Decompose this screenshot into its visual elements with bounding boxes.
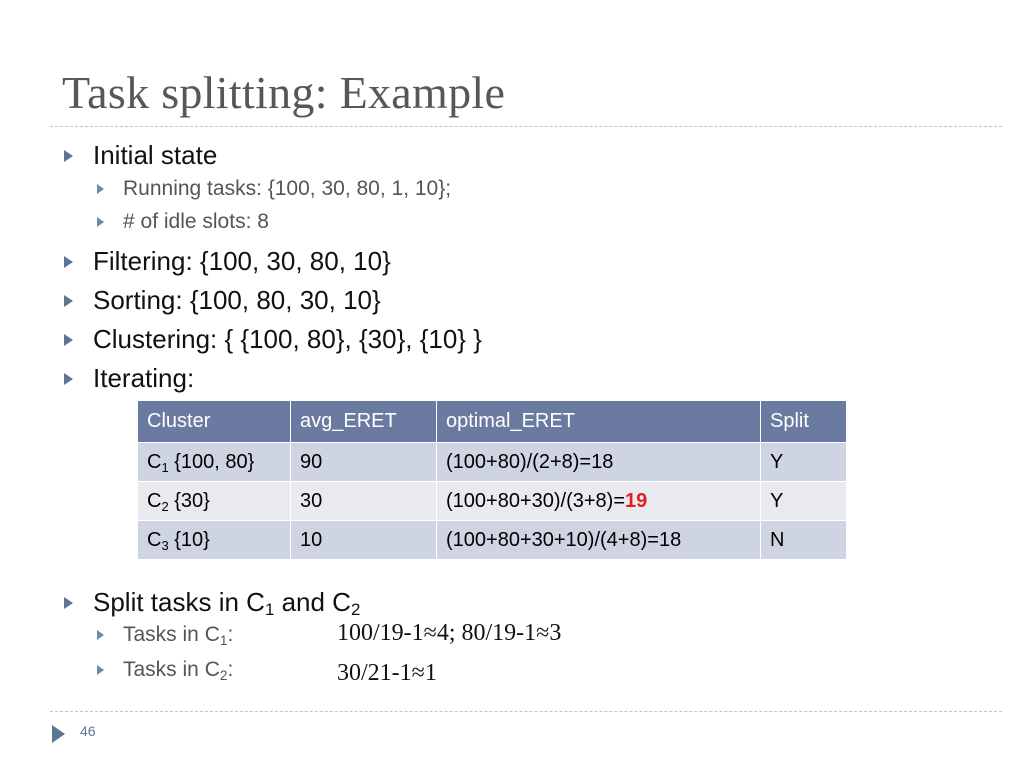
bullet-iterating	[64, 363, 194, 394]
bullet-text: Filtering: {100, 30, 80, 10}	[93, 246, 391, 276]
subbullet-text: # of idle slots: 8	[123, 210, 269, 233]
page-number: 46	[80, 723, 96, 739]
cell-optimal-eret: (100+80+30+10)/(4+8)=18	[437, 521, 761, 560]
bullet-arrow-icon	[64, 295, 73, 307]
cell-optimal-eret: (100+80)/(2+8)=18	[437, 443, 761, 482]
bullet-text: Initial state	[93, 140, 218, 170]
subbullet-running-tasks	[97, 177, 451, 201]
cell-optimal-eret: (100+80+30)/(3+8)=19	[437, 482, 761, 521]
bullet-filtering	[64, 246, 391, 277]
table-row	[138, 521, 847, 560]
footer-arrow-icon	[52, 725, 65, 743]
bullet-arrow-icon	[64, 256, 73, 268]
subbullet-text: Tasks in $C_1$:	[123, 623, 234, 648]
cell-split: Y	[761, 482, 847, 521]
table-row	[138, 482, 847, 521]
bullet-arrow-icon	[64, 597, 73, 609]
subbullet-text: Running tasks: {100, 30, 80, 1, 10};	[123, 177, 452, 200]
title-divider	[50, 126, 1002, 127]
table-header-row	[138, 401, 847, 443]
subbullet-arrow-icon	[97, 665, 104, 675]
subbullet-idle-slots	[97, 210, 269, 234]
subbullet-text: Tasks in $C_2$:	[123, 658, 234, 683]
cluster-table	[137, 400, 847, 560]
cell-cluster: $C_3$ {10}	[138, 521, 291, 560]
bullet-clustering	[64, 324, 482, 355]
subbullet-arrow-icon	[97, 184, 104, 194]
bullet-initial-state	[64, 140, 217, 171]
bullet-text: Sorting: {100, 80, 30, 10}	[93, 285, 381, 315]
cell-avg-eret: 10	[291, 521, 437, 560]
header-split: Split	[761, 401, 847, 443]
table-row	[138, 443, 847, 482]
cell-split: Y	[761, 443, 847, 482]
highlighted-value: 19	[625, 489, 648, 512]
subbullet-arrow-icon	[97, 217, 104, 227]
subbullet-arrow-icon	[97, 630, 104, 640]
subbullet-tasks-c1	[97, 623, 233, 647]
cell-split: N	[761, 521, 847, 560]
bullet-arrow-icon	[64, 150, 73, 162]
cell-avg-eret: 30	[291, 482, 437, 521]
cell-avg-eret: 90	[291, 443, 437, 482]
bullet-text: Iterating:	[93, 363, 195, 393]
header-avg-eret: avg_ERET	[291, 401, 437, 443]
bullet-arrow-icon	[64, 334, 73, 346]
bullet-text: Split tasks in $C_1$ and $C_2$	[93, 587, 361, 619]
formula-c2: 30/21-1≈1	[337, 660, 437, 686]
subbullet-tasks-c2	[97, 658, 233, 682]
bullet-split-tasks	[64, 587, 360, 618]
bullet-sorting	[64, 285, 381, 316]
bullet-arrow-icon	[64, 373, 73, 385]
bullet-text: Clustering: { {100, 80}, {30}, {10} }	[93, 324, 482, 354]
header-optimal-eret: optimal_ERET	[437, 401, 761, 443]
cell-cluster: $C_1$ {100, 80}	[138, 443, 291, 482]
header-cluster: Cluster	[138, 401, 291, 443]
slide-title: Task splitting: Example	[62, 67, 506, 118]
cell-cluster: $C_2$ {30}	[138, 482, 291, 521]
formula-c1: 100/19-1≈4; 80/19-1≈3	[337, 620, 562, 646]
footer-divider	[50, 711, 1002, 712]
